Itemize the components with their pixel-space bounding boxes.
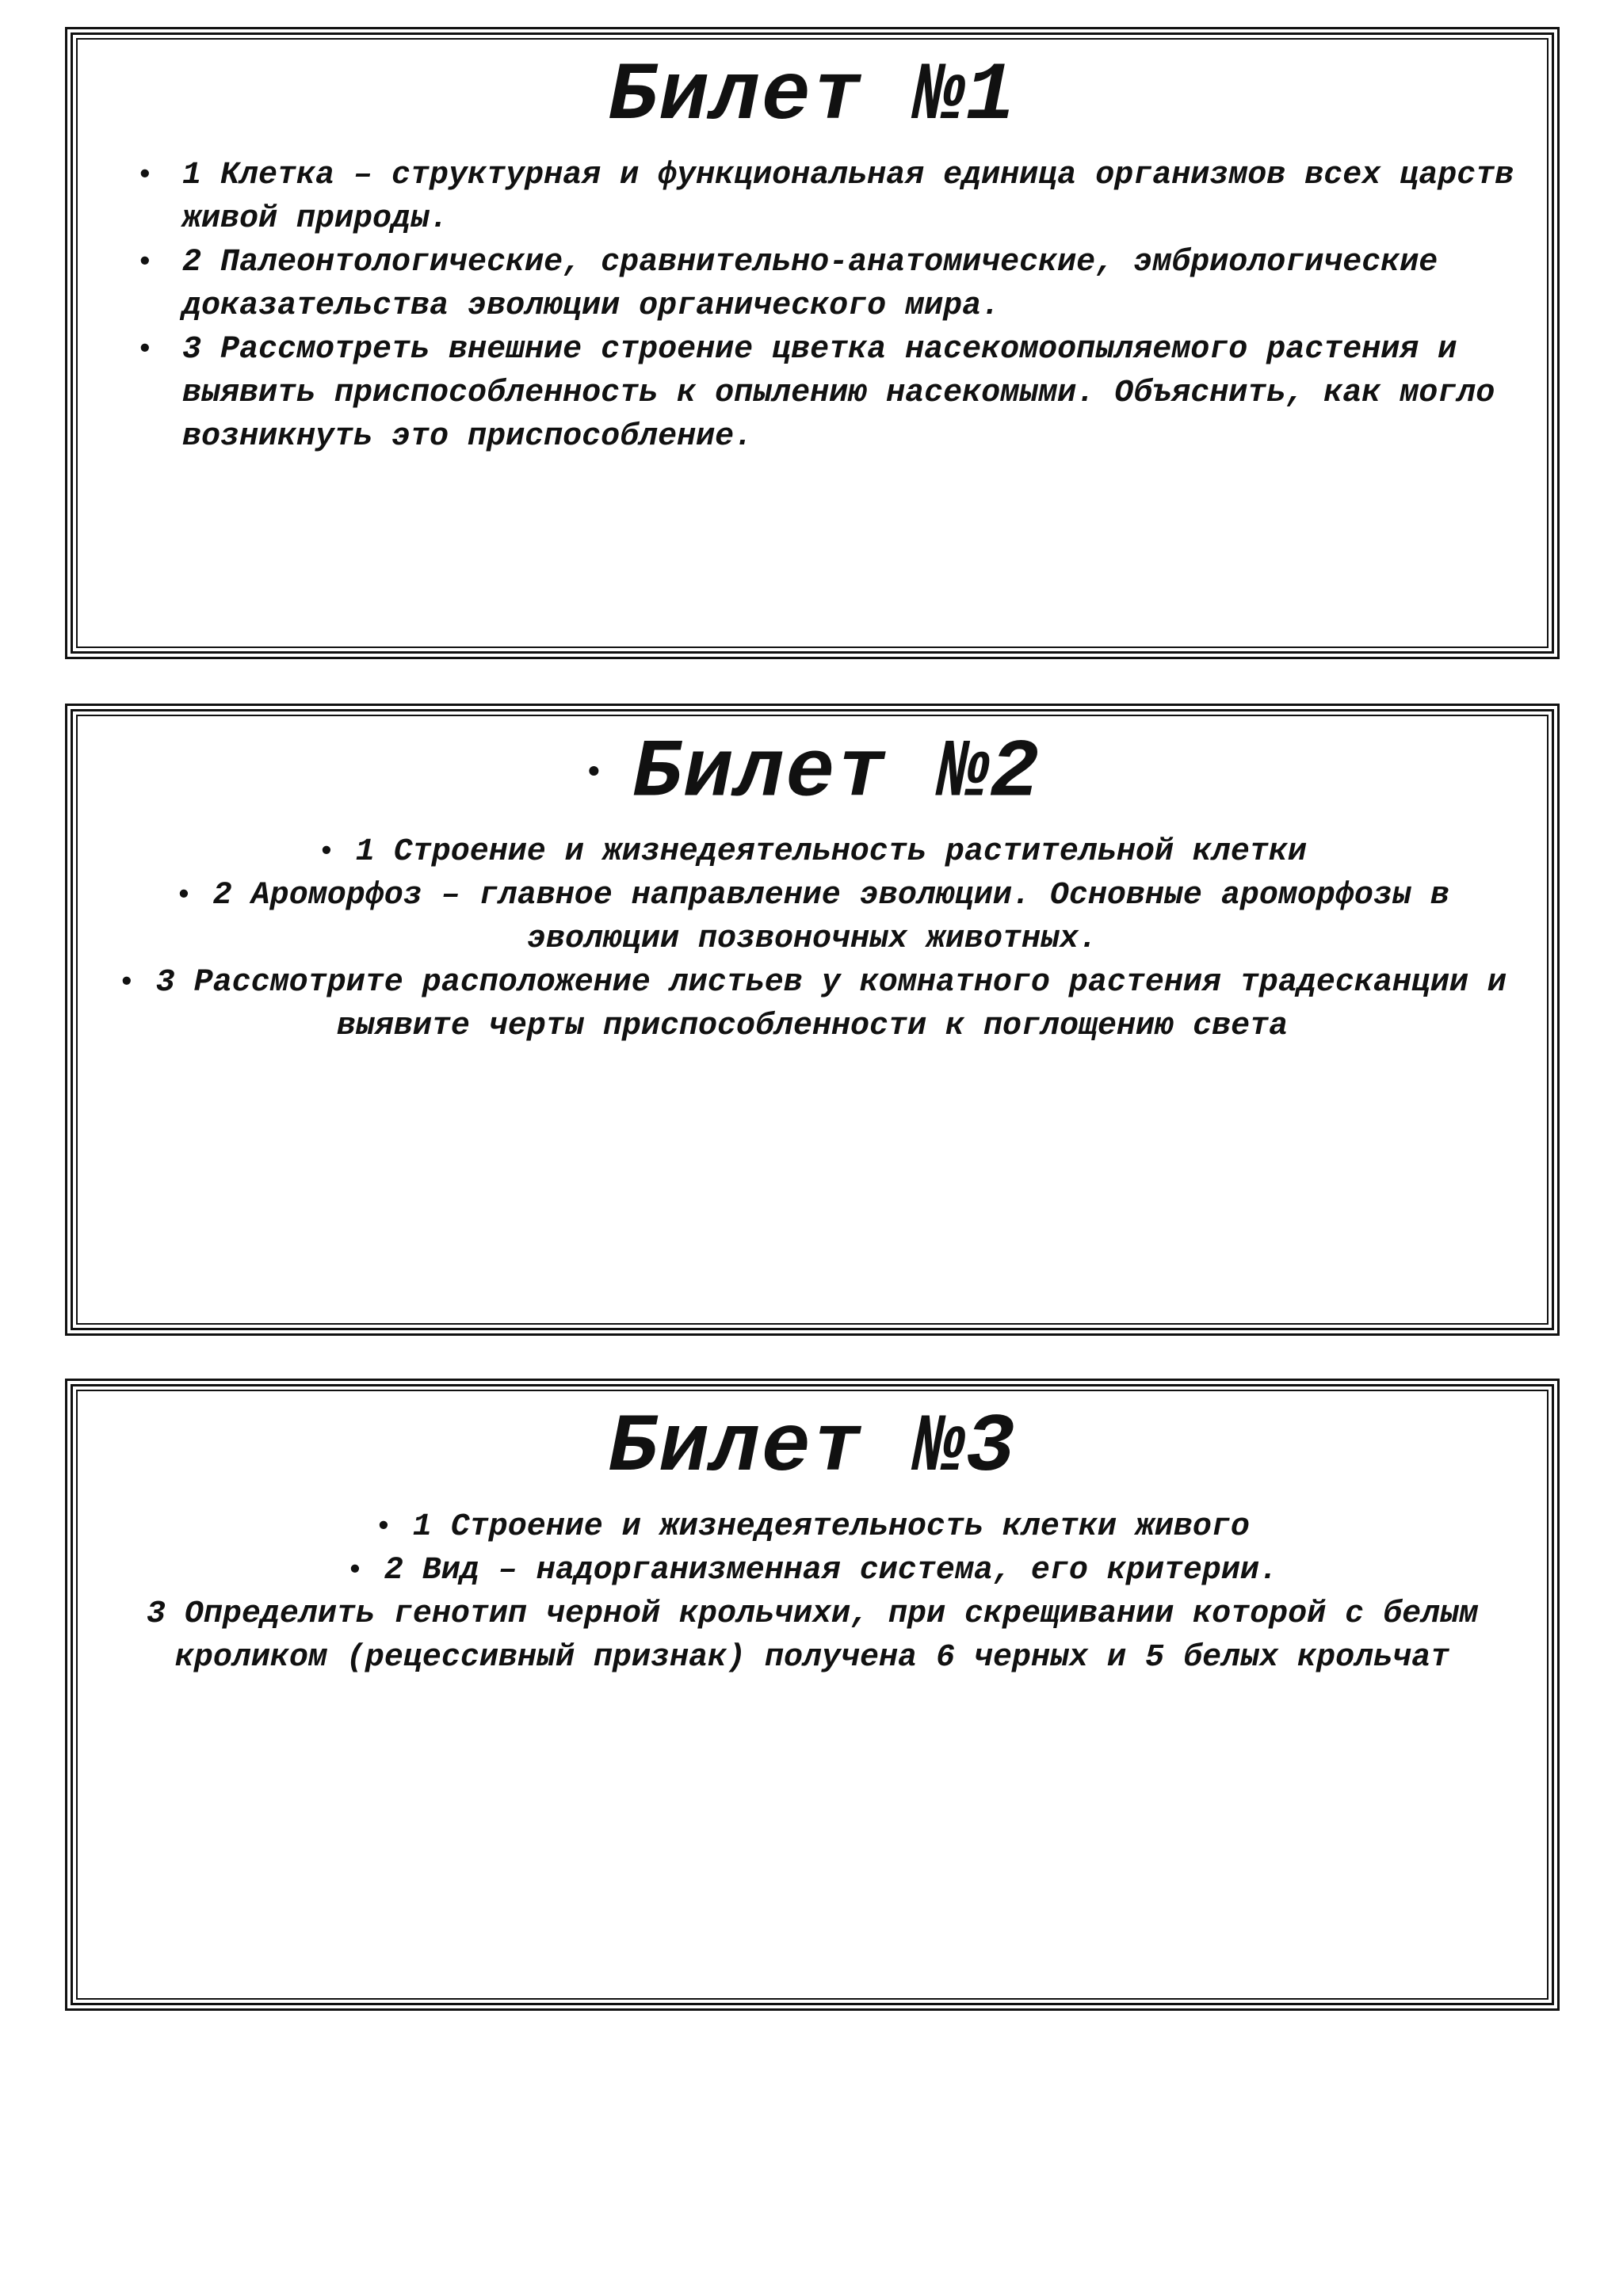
bullet-icon: • xyxy=(583,754,605,792)
bullet-icon: • xyxy=(346,1554,364,1587)
question-text: 2 Вид – надорганизменная система, его критерии. xyxy=(384,1553,1278,1589)
question-item xyxy=(136,154,1520,241)
ticket-3 xyxy=(65,1379,1560,2011)
bullet-icon: • xyxy=(136,246,154,279)
question-text: 1 Клетка – структурная и функциональная единица организмов всех царств живой природы. xyxy=(182,158,1514,237)
question-text: 1 Строение и жизнедеятельность клетки живого xyxy=(412,1509,1250,1545)
question-list xyxy=(105,830,1520,1048)
question-text: 2 Палеонтологические, сравнительно-анатомические, эмбриологические доказательства эволюции органического мира. xyxy=(182,245,1438,324)
question-item xyxy=(89,1549,1536,1592)
question-item xyxy=(89,1505,1536,1549)
bullet-icon: • xyxy=(175,879,193,912)
question-text: 3 Определить генотип черной крольчихи, при скрещивании которой с белым кроликом (рецессивный признак) получена 6 черных и 5 белых крольчат xyxy=(146,1596,1479,1676)
question-list xyxy=(136,154,1520,459)
question-text: 3 Рассмотрите расположение листьев у комнатного растения традесканции и выявите черты приспособленности к поглощению света xyxy=(155,965,1507,1044)
ticket-1 xyxy=(65,27,1560,659)
question-text: 3 Рассмотреть внешние строение цветка насекомоопыляемого растения и выявить приспособленность к опылению насекомыми. Объяснить, как могло возникнуть это приспособление. xyxy=(182,332,1495,455)
ticket-title xyxy=(73,726,1552,821)
bullet-icon: • xyxy=(318,836,335,868)
ticket-title: Билет №1 xyxy=(608,50,1017,143)
question-list xyxy=(89,1505,1536,1680)
question-item xyxy=(105,961,1520,1048)
bullet-icon: • xyxy=(118,967,136,999)
question-item xyxy=(136,241,1520,328)
bullet-icon: • xyxy=(136,159,154,192)
question-item xyxy=(136,328,1520,459)
question-text: 1 Строение и жизнедеятельность растительной клетки xyxy=(355,834,1307,870)
question-text: 2 Ароморфоз – главное направление эволюции. Основные ароморфозы в эволюции позвоночных животных. xyxy=(212,878,1449,957)
bullet-icon: • xyxy=(375,1511,392,1543)
question-item xyxy=(89,1592,1536,1680)
bullet-icon: • xyxy=(136,334,154,366)
ticket-title-text: Билет №2 xyxy=(632,727,1041,821)
ticket-title: Билет №3 xyxy=(608,1402,1017,1495)
question-item xyxy=(105,830,1520,874)
ticket-2 xyxy=(65,704,1560,1336)
question-item xyxy=(105,874,1520,961)
